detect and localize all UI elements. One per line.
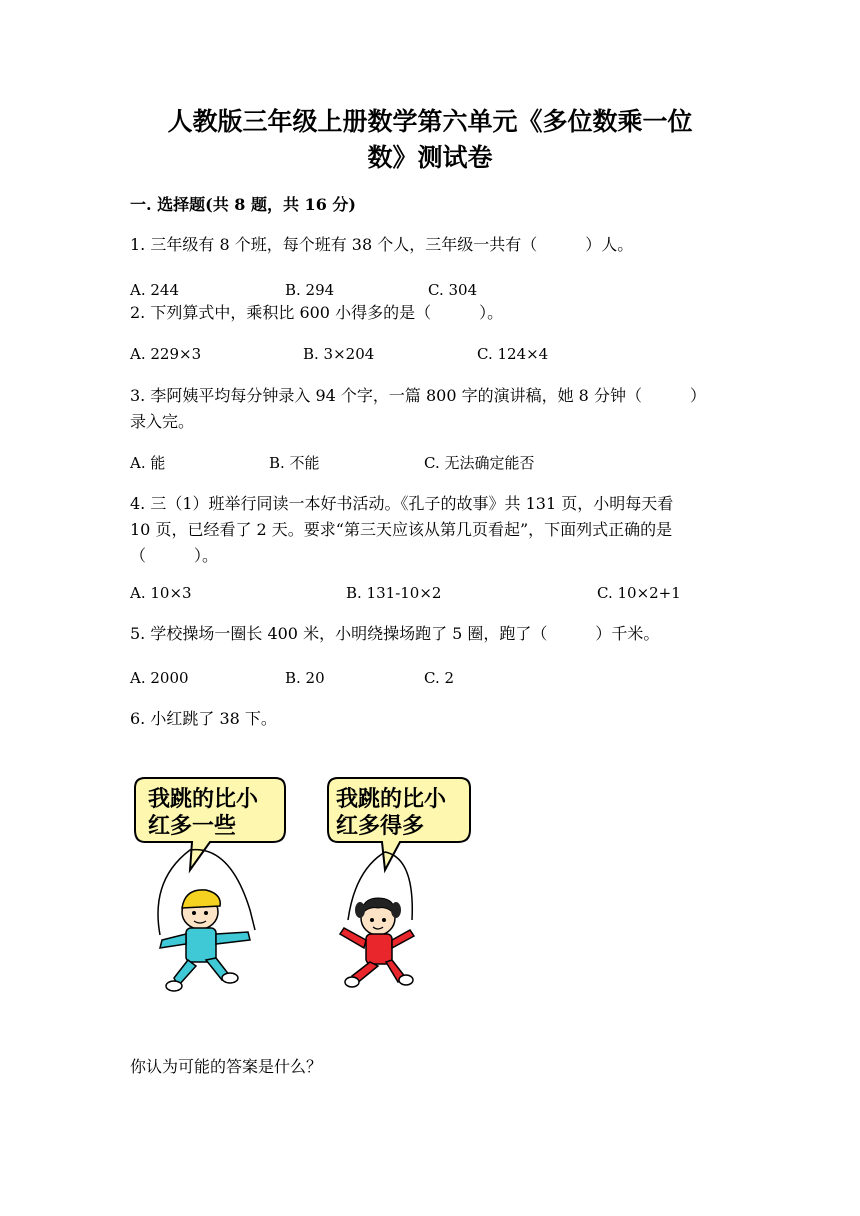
title-line-1: 人教版三年级上册数学第六单元《多位数乘一位 [167,107,693,136]
right-bubble-line-1: 我跳的比小 [336,787,447,812]
question-4-options [130,582,750,604]
q2-option-b[interactable]: B. 3×204 [303,345,375,363]
q4-line-3: （ ）。 [130,546,219,565]
question-2-options [130,343,750,365]
jump-rope-illustration [130,770,480,1010]
question-6-prompt: 你认为可能的答案是什么？ [130,1057,323,1076]
q4-option-a[interactable]: A. 10×3 [130,584,192,602]
q3-option-c[interactable]: C. 无法确定能否 [424,454,535,472]
section-heading: 一. 选择题(共 8 题，共 16 分) [130,195,356,214]
q4-line-1: 4. 三（1）班举行同读一本好书活动。《孔子的故事》共 131 页，小明每天看 [130,494,674,513]
q3-line-1: 3. 李阿姨平均每分钟录入 94 个字，一篇 800 字的演讲稿，她 8 分钟（ ） [130,386,706,405]
question-1-text: 1. 三年级有 8 个班，每个班有 38 个人，三年级一共有（ ）人。 [130,235,634,254]
q3-option-b[interactable]: B. 不能 [269,454,320,472]
left-bubble-line-2: 红多一些 [148,814,237,839]
q4-option-b[interactable]: B. 131-10×2 [346,584,442,602]
q1-option-a[interactable]: A. 244 [130,281,179,299]
boy-figure [160,890,250,991]
q4-line-2: 10 页，已经看了 2 天。要求“第三天应该从第几页看起”，下面列式正确的是 [130,520,673,539]
title-line-2: 数》测试卷 [367,143,493,172]
girl-figure [340,898,414,987]
illustration-svg [130,770,480,1010]
q2-option-c[interactable]: C. 124×4 [477,345,549,363]
q3-option-a[interactable]: A. 能 [130,454,166,472]
question-2-text: 2. 下列算式中，乘积比 600 小得多的是（ ）。 [130,303,504,322]
left-bubble-line-1: 我跳的比小 [148,787,259,812]
q2-option-a[interactable]: A. 229×3 [130,345,202,363]
q4-option-c[interactable]: C. 10×2+1 [597,584,681,602]
q5-option-c[interactable]: C. 2 [424,669,455,687]
page-title [120,104,740,176]
q1-option-c[interactable]: C. 304 [428,281,478,299]
question-4-text [130,491,730,569]
question-3-text [130,383,730,435]
q5-option-a[interactable]: A. 2000 [130,669,189,687]
question-5-options [130,667,750,689]
question-3-options [130,452,750,474]
question-6-text: 6. 小红跳了 38 下。 [130,709,277,728]
question-1-options [130,279,750,301]
question-5-text: 5. 学校操场一圈长 400 米，小明绕操场跑了 5 圈，跑了（ ）千米。 [130,624,660,643]
q5-option-b[interactable]: B. 20 [285,669,325,687]
right-bubble-line-2: 红多得多 [336,814,425,839]
q1-option-b[interactable]: B. 294 [285,281,335,299]
q3-line-2: 录入完。 [130,412,195,431]
